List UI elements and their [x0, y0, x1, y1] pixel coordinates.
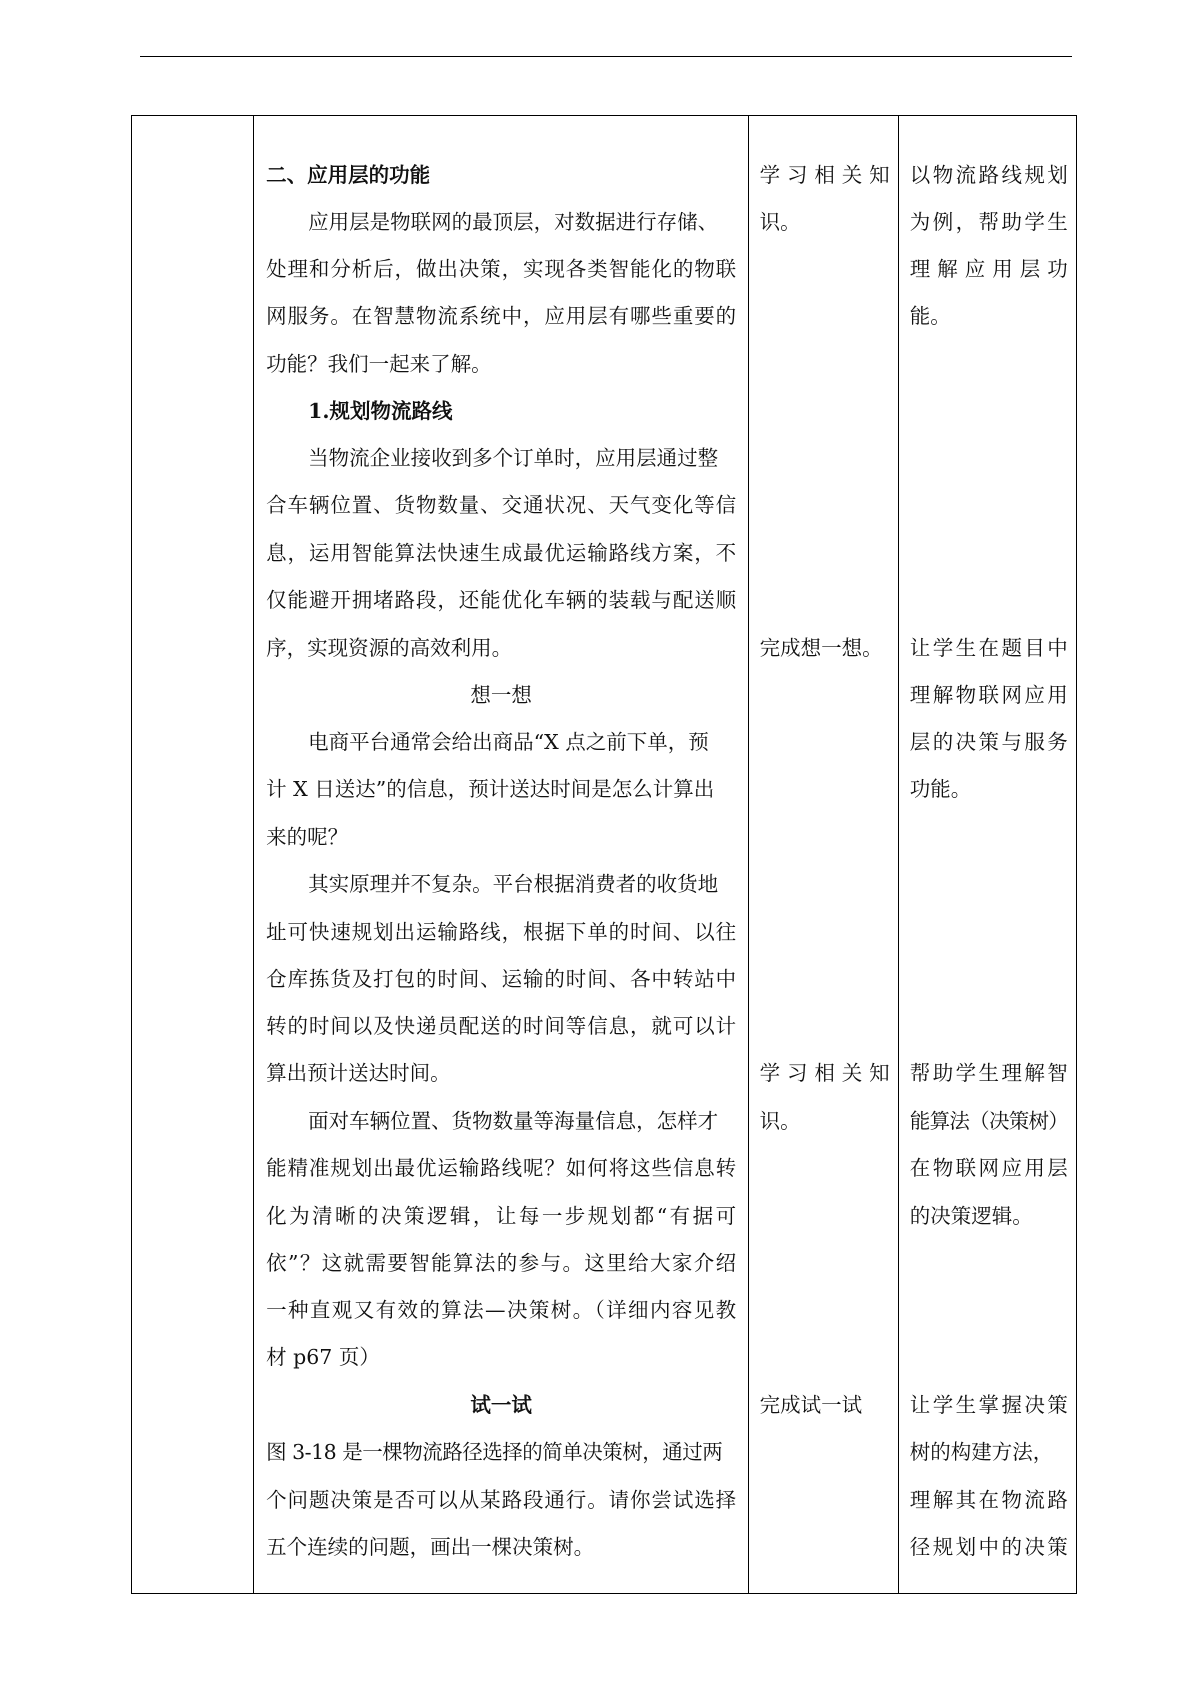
intent-text: 的决策逻辑。 [909, 1204, 1033, 1228]
intent-text: 理解其在物流路 [909, 1488, 1068, 1512]
subsection-heading: 1.规划物流路线 [308, 399, 453, 423]
body-text-line: 应用层是物联网的最顶层，对数据进行存储、 [308, 210, 719, 234]
body-text-line: 个问题决策是否可以从某路段通行。请你尝试选择 [266, 1488, 737, 1512]
body-text-line: 址可快速规划出运输路线，根据下单的时间、以往 [266, 920, 737, 944]
intent-text: 能算法（决策树） [909, 1109, 1068, 1133]
design-intent-cell [898, 116, 1076, 1594]
intent-text: 理 解 应 用 层 功 [909, 257, 1068, 281]
body-text-line: 功能？我们一起来了解。 [266, 352, 492, 376]
activity-text: 学 习 相 关 知 [759, 1061, 890, 1085]
teaching-content-cell [254, 116, 749, 1594]
intent-text: 让学生在题目中 [909, 636, 1068, 660]
table-row [132, 116, 1077, 1594]
intent-text: 功能。 [909, 777, 972, 801]
body-text-line: 来的呢？ [266, 825, 349, 849]
body-text-line: 计 X 日送达”的信息，预计送达时间是怎么计算出 [266, 777, 715, 801]
body-text-line: 图 3-18 是一棵物流路径选择的简单决策树，通过两 [266, 1440, 723, 1464]
activity-text: 识。 [759, 210, 801, 234]
body-text-line: 其实原理并不复杂。平台根据消费者的收货地 [308, 872, 719, 896]
section-heading: 二、应用层的功能 [266, 163, 431, 187]
body-text-line: 五个连续的问题，画出一棵决策树。 [266, 1535, 595, 1559]
body-text-line: 电商平台通常会给出商品“X 点之前下单，预 [308, 730, 709, 754]
body-text-line: 材 p67 页） [266, 1345, 380, 1369]
intent-text: 为例，帮助学生 [909, 210, 1068, 234]
intent-text: 以物流路线规划 [909, 163, 1068, 187]
body-text-line: 仅能避开拥堵路段，还能优化车辆的装载与配送顺 [266, 588, 737, 612]
body-text-line: 能精准规划出最优运输路线呢？如何将这些信息转 [266, 1156, 737, 1180]
intent-text: 能。 [909, 304, 951, 328]
body-text-line: 仓库拣货及打包的时间、运输的时间、各中转站中 [266, 967, 737, 991]
intent-text: 层的决策与服务 [909, 730, 1068, 754]
body-text-line: 依”？这就需要智能算法的参与。这里给大家介绍 [266, 1251, 737, 1275]
activity-heading-try: 试一试 [470, 1393, 532, 1417]
body-text-line: 网服务。在智慧物流系统中，应用层有哪些重要的 [266, 304, 737, 328]
activity-text: 完成试一试 [759, 1393, 863, 1417]
body-text-line: 一种直观又有效的算法—决策树。（详细内容见教 [266, 1298, 737, 1322]
activity-heading-think: 想一想 [470, 683, 532, 707]
body-text-line: 序，实现资源的高效利用。 [266, 636, 513, 660]
lesson-plan-table [131, 115, 1077, 1594]
student-activity-cell [748, 116, 898, 1594]
intent-text: 帮助学生理解智 [909, 1061, 1068, 1085]
body-text-line: 化为清晰的决策逻辑，让每一步规划都“有据可 [266, 1204, 737, 1228]
body-text-line: 息，运用智能算法快速生成最优运输路线方案，不 [266, 541, 737, 565]
intent-text: 让学生掌握决策 [909, 1393, 1068, 1417]
activity-text: 识。 [759, 1109, 801, 1133]
intent-text: 树的构建方法， [909, 1440, 1054, 1464]
body-text-line: 转的时间以及快递员配送的时间等信息，就可以计 [266, 1014, 737, 1038]
body-text-line: 算出预计送达时间。 [266, 1061, 451, 1085]
intent-text: 径规划中的决策 [909, 1535, 1068, 1559]
intent-text: 理解物联网应用 [909, 683, 1068, 707]
body-text-line: 面对车辆位置、货物数量等海量信息，怎样才 [308, 1109, 719, 1133]
body-text-line: 合车辆位置、货物数量、交通状况、天气变化等信 [266, 493, 737, 517]
stage-column-cell [132, 116, 254, 1594]
body-text-line: 当物流企业接收到多个订单时，应用层通过整 [308, 446, 719, 470]
body-text-line: 处理和分析后，做出决策，实现各类智能化的物联 [266, 257, 737, 281]
header-rule [140, 56, 1072, 57]
activity-text: 学 习 相 关 知 [759, 163, 890, 187]
activity-text: 完成想一想。 [759, 636, 883, 660]
intent-text: 在物联网应用层 [909, 1156, 1068, 1180]
